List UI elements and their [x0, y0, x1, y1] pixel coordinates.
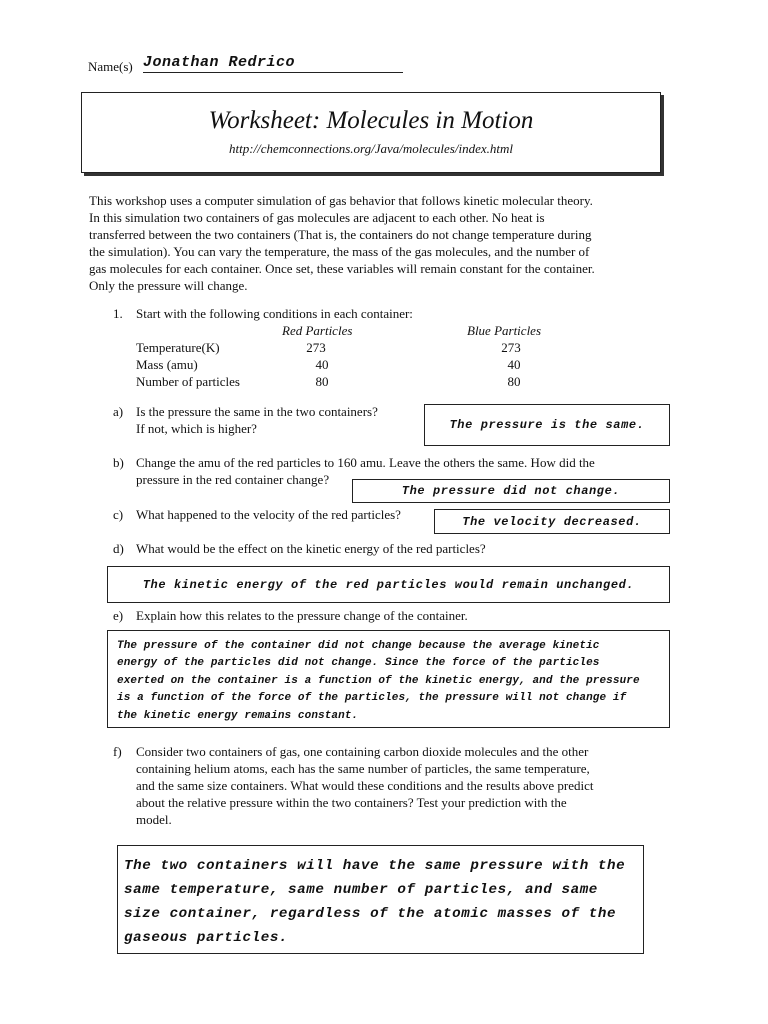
- blue-particles: 80: [507, 374, 521, 389]
- col-header-red: Red Particles: [282, 323, 353, 338]
- question-a-letter: a): [113, 404, 124, 419]
- answer-e-line: exerted on the container is a function of the kinetic energy, and the pressure: [117, 674, 640, 687]
- intro-line: the simulation). You can vary the temperature, the mass of the gas molecules, and the number of: [89, 244, 590, 259]
- question-a-line: If not, which is higher?: [136, 421, 257, 436]
- answer-f-box[interactable]: [117, 845, 644, 954]
- answer-e-line: The pressure of the container did not change because the average kinetic: [117, 640, 600, 652]
- row-label-mass: Mass (amu): [136, 357, 198, 372]
- intro-line: transferred between the two containers (That is, the containers do not change temperature during: [89, 227, 592, 242]
- intro-line: In this simulation two containers of gas molecules are adjacent to each other. No heat is: [89, 210, 545, 225]
- row-label-temperature: Temperature(K): [136, 340, 220, 355]
- answer-e-box[interactable]: [107, 630, 670, 728]
- answer-f-line: The two containers will have the same pressure with the: [124, 858, 626, 874]
- intro-line: gas molecules for each container. Once set, these variables will remain constant for the container.: [89, 261, 595, 276]
- question-f-line: and the same size containers. What would these conditions and the results above predict: [136, 778, 594, 793]
- question-f-letter: f): [113, 744, 122, 759]
- blue-temperature: 273: [501, 340, 521, 355]
- answer-a-box[interactable]: [424, 404, 670, 446]
- page-title: Worksheet: Molecules in Motion: [208, 107, 534, 134]
- question-f-line: Consider two containers of gas, one containing carbon dioxide molecules and the other: [136, 744, 589, 759]
- source-url: http://chemconnections.org/Java/molecules/index.html: [229, 141, 513, 156]
- title-box: [81, 92, 661, 173]
- col-header-blue: Blue Particles: [467, 323, 542, 338]
- answer-e-line: the kinetic energy remains constant.: [117, 709, 359, 722]
- answer-c-text: The velocity decreased.: [462, 514, 642, 529]
- blue-mass: 40: [507, 357, 521, 372]
- question-c-letter: c): [113, 507, 124, 522]
- question-f-line: about the relative pressure within the two containers? Test your prediction with the: [136, 795, 567, 810]
- question-1-number: 1.: [113, 306, 123, 321]
- red-temperature: 273: [306, 340, 326, 355]
- answer-f-line: same temperature, same number of particles, and same: [124, 882, 598, 898]
- answer-f-line: size container, regardless of the atomic masses of the: [124, 906, 617, 922]
- question-e-line: Explain how this relates to the pressure change of the container.: [136, 608, 468, 623]
- answer-d-text: The kinetic energy of the red particles would remain unchanged.: [142, 577, 635, 592]
- question-a-line: Is the pressure the same in the two containers?: [136, 404, 378, 419]
- answer-b-text: The pressure did not change.: [401, 484, 621, 498]
- question-b-line: pressure in the red container change?: [136, 472, 330, 487]
- answer-d-box[interactable]: [107, 566, 670, 603]
- intro-line: This workshop uses a computer simulation of gas behavior that follows kinetic molecular theory.: [89, 193, 593, 208]
- answer-b-box[interactable]: [352, 479, 670, 503]
- row-label-particles: Number of particles: [136, 374, 240, 389]
- answer-e-line: energy of the particles did not change. Since the force of the particles: [117, 657, 600, 670]
- question-b-letter: b): [113, 455, 124, 470]
- question-e-letter: e): [113, 608, 124, 623]
- red-mass: 40: [315, 357, 329, 372]
- question-d-letter: d): [113, 541, 124, 556]
- question-f-line: containing helium atoms, each has the same number of particles, the same temperature,: [136, 761, 590, 776]
- red-particles: 80: [315, 374, 329, 389]
- name-field[interactable]: Jonathan Redrico: [143, 54, 403, 73]
- answer-c-box[interactable]: [434, 509, 670, 534]
- question-f-line: model.: [136, 812, 172, 827]
- name-label: Name(s): [88, 59, 133, 74]
- question-b-line: Change the amu of the red particles to 160 amu. Leave the others the same. How did the: [136, 455, 595, 470]
- answer-f-line: gaseous particles.: [124, 930, 289, 946]
- question-d-line: What would be the effect on the kinetic energy of the red particles?: [136, 541, 486, 556]
- answer-a-text: The pressure is the same.: [449, 418, 645, 432]
- intro-line: Only the pressure will change.: [89, 278, 248, 293]
- question-c-line: What happened to the velocity of the red particles?: [136, 507, 401, 522]
- answer-e-line: is a function of the force of the particles, the pressure will not change if: [117, 692, 627, 705]
- intro-paragraph: [89, 192, 654, 294]
- question-1-text: Start with the following conditions in each container:: [136, 306, 413, 321]
